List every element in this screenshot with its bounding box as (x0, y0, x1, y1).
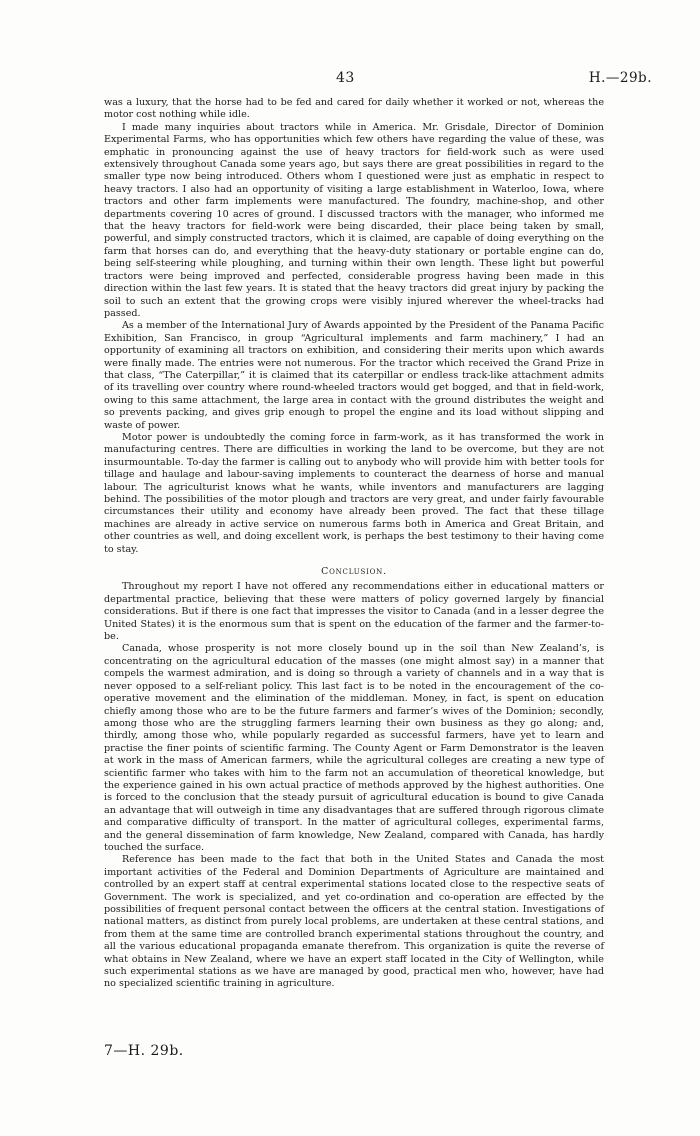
paragraph-tractor-inquiries: I made many inquiries about tractors while in America. Mr. Grisdale, Director of Dominion Experimental Farms, who has opportunities which few others have regarding the value of these, was emphatic in pronouncing against the use of heavy tractors for field-work such as were used extensively throughout Canada some years ago, but says there are great possibilities in regard to the smaller type now being introduced. Others whom I questioned were just as emphatic in respect to heavy tractors. I also had an opportunity of visiting a large establishment in Waterloo, Iowa, where tractors and other farm implements were manufactured. The foundry, machine-shop, and other departments covering 10 acres of ground. I discussed tractors with the manager, who informed me that the heavy tractors for field-work were being discarded, their place being taken by small, powerful, and simply constructed tractors, which it is claimed, are capable of doing everything on the farm that horses can do, and everything that the heavy-duty stationary or portable engine can do, being self-steering while ploughing, and turning within their own length. These light but powerful tractors were being improved and perfected, considerable progress having been made in this direction within the last few years. It is stated that the heavy tractors did great injury by packing the soil to such an extent that the growing crops were visibly injured wherever the wheel-tracks had passed. (104, 121, 604, 319)
paragraph-central-stations: Reference has been made to the fact that both in the United States and Canada the most important activities of the Federal and Dominion Departments of Agriculture are maintained and controlled by an expert staff at central experimental stations located close to the respective seats of Government. The work is specialized, and yet co-ordination and co-operation are effected by the possibilities of frequent personal contact between the officers at the central station. Investigations of national matters, as distinct from purely local problems, are undertaken at these central stations, and from them at the same time are controlled branch experimental stations throughout the country, and all the various educational propaganda emanate therefrom. This organization is quite the reverse of what obtains in New Zealand, where we have an expert staff located in the City of Wellington, while such experimental stations as we have are managed by good, practical men who, however, have had no specialized scientific training in agriculture. (104, 854, 604, 990)
body-text (104, 97, 604, 991)
section-heading-conclusion: Conclusion. (321, 566, 387, 578)
page-number: 43 (336, 70, 355, 86)
document-reference: H.—29b. (588, 70, 652, 86)
page-header (0, 70, 700, 90)
page-signature: 7—H. 29b. (104, 1043, 184, 1059)
paragraph-continued: was a luxury, that the horse had to be fed and cared for daily whether it worked or not, whereas the motor cost nothing while idle. (104, 97, 604, 121)
paragraph-conclusion-intro: Throughout my report I have not offered any recommendations either in educational matters or departmental practice, believing that these were matters of policy governed largely by financial considerations. But if there is one fact that impresses the visitor to Canada (and in a lesser degree the United States) it is the enormous sum that is spent on the education of the farmer and the farmer-to-be. (104, 581, 604, 643)
paragraph-motor-power: Motor power is undoubtedly the coming force in farm-work, as it has transformed the work in manufacturing centres. There are difficulties in working the land to be overcome, but they are not insurmountable. To-day the farmer is calling out to anybody who will provide him with better tools for tillage and haulage and labour-saving implements to counteract the dearness of horse and manual labour. The agriculturist knows what he wants, while inventors and manufacturers are lagging behind. The possibilities of the motor plough and tractors are very great, and under fairly favourable circumstances their utility and economy have already been proved. The fact that these tillage machines are already in active service on numerous farms both in America and Great Britain, and other countries as well, and doing excellent work, is perhaps the best testimony to their having come to stay. (104, 431, 604, 555)
paragraph-canada-education: Canada, whose prosperity is not more closely bound up in the soil than New Zealand’s, is concentrating on the agricultural education of the masses (one might almost say) in a manner that compels the warmest admiration, and is doing so through a variety of channels and in a way that is never opposed to a self-reliant policy. This last fact is to be noted in the encouragement of the co-operative movement and the elimination of the middleman. Money, in fact, is spent on education chiefly among those who are to be the future farmers and farmer’s wives of the Dominion; secondly, among those who are the struggling farmers learning their own business as they go along; and, thirdly, among those who, while popularly regarded as successful farmers, have yet to learn and practise the finer points of scientific farming. The County Agent or Farm Demonstrator is the leaven at work in the mass of American farmers, while the agricultural colleges are creating a new type of scientific farmer who takes with him to the farm not an accumulation of theoretical knowledge, but the experience gained in his own actual practice of methods approved by the highest authorities. One is forced to the conclusion that the steady pursuit of agricultural education is bound to give Canada an advantage that will outweigh in time any disadvantages that are suffered through rigorous climate and comparative difficulty of transport. In the matter of agricultural colleges, experimental farms, and the general dissemination of farm knowledge, New Zealand, compared with Canada, has hardly touched the surface. (104, 643, 604, 853)
paragraph-international-jury: As a member of the International Jury of Awards appointed by the President of the Panama Pacific Exhibition, San Francisco, in group “Agricultural implements and farm machinery,” I had an opportunity of examining all tractors on exhibition, and considering their merits upon which awards were finally made. The entries were not numerous. For the tractor which received the Grand Prize in that class, “The Caterpillar,” it is claimed that its caterpillar or endless track-like attachment admits of its travelling over country where round-wheeled tractors would get bogged, and that in field-work, owing to this same attachment, the large area in contact with the ground distributes the weight and so prevents packing, and gives grip enough to propel the engine and its load without slipping and waste of power. (104, 320, 604, 431)
